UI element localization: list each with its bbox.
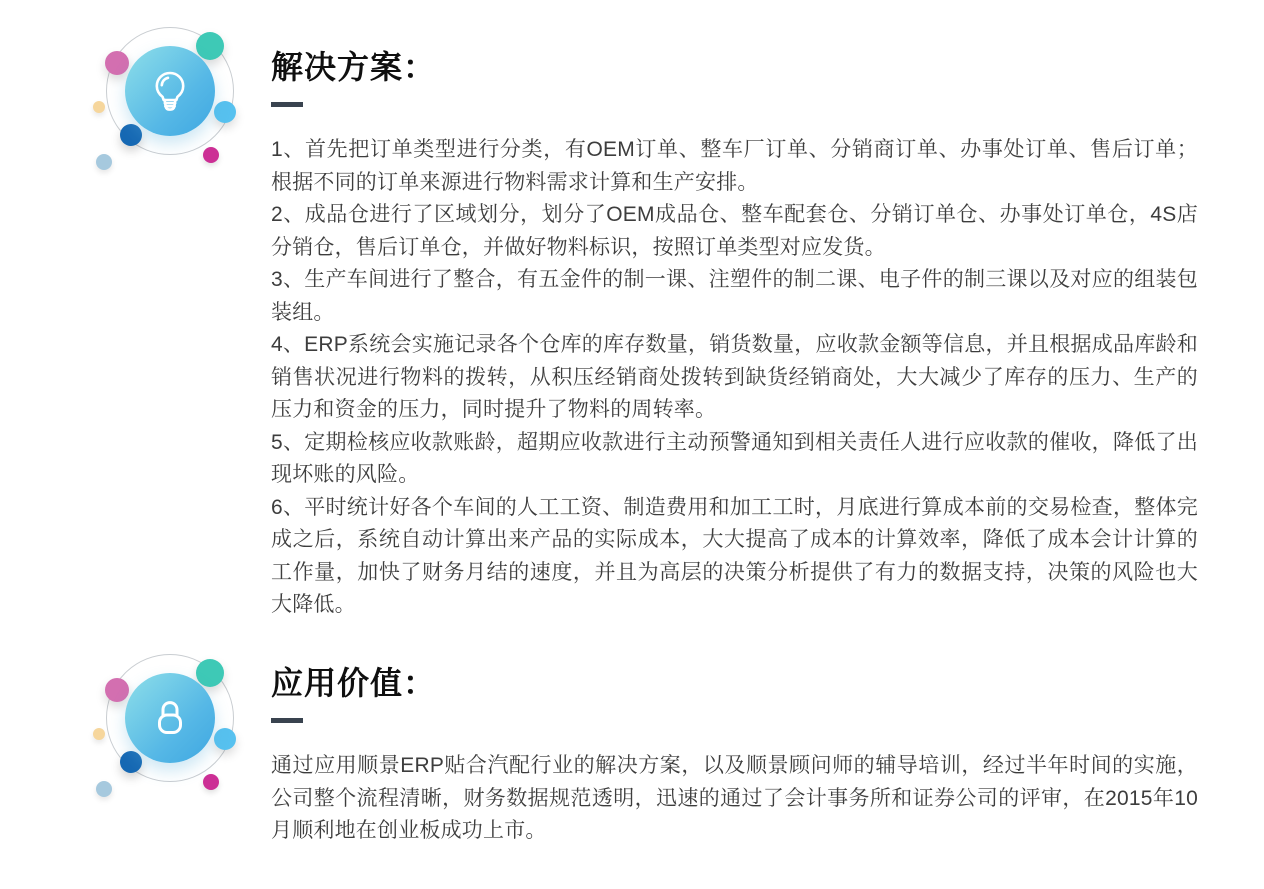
solution-paragraph: 6、平时统计好各个车间的人工工资、制造费用和加工工时，月底进行算成本前的交易检查，整体完成之后，系统自动计算出来产品的实际成本，大大提高了成本的计算效率，降低了成本会计计算的工作量，加快了财务月结的速度，并且为高层的决策分析提供了有力的数据支持，决策的风险也大大降低。 (271, 495, 1198, 616)
solution-paragraph: 2、成品仓进行了区域划分，划分了OEM成品仓、整车配套仓、分销订单仓、办事处订单仓，4S店分销仓，售后订单仓，并做好物料标识，按照订单类型对应发货。 (271, 203, 1198, 259)
decor-dot-darkblue (120, 124, 142, 146)
lock-icon (147, 695, 193, 741)
decor-dot-magenta (203, 774, 219, 790)
decor-dot-cream (93, 101, 105, 113)
decor-dot-lightblue (214, 101, 236, 123)
value-section (271, 664, 1198, 848)
solution-paragraphs (271, 134, 1198, 622)
value-paragraph: 通过应用顺景ERP贴合汽配行业的解决方案，以及顺景顾问师的辅导培训，经过半年时间的实施，公司整个流程清晰，财务数据规范透明，迅速的通过了会计事务所和证券公司的评审，在2015年10月顺利地在创业板成功上市。 (271, 754, 1198, 842)
decor-dot-pink (105, 51, 129, 75)
solution-heading: 解决方案： (271, 49, 437, 85)
solution-paragraph: 5、定期检核应收款账龄，超期应收款进行主动预警通知到相关责任人进行应收款的催收，降低了出现坏账的风险。 (271, 430, 1198, 486)
decor-dot-teal (196, 32, 224, 60)
solution-badge (90, 11, 250, 181)
value-paragraphs (271, 750, 1198, 848)
decor-dot-lightblue (214, 728, 236, 750)
solution-paragraph: 3、生产车间进行了整合，有五金件的制一课、注塑件的制二课、电子件的制三课以及对应的组装包装组。 (271, 268, 1198, 324)
solution-icon-orb (125, 46, 215, 136)
lightbulb-icon (147, 68, 193, 114)
solution-paragraph: 4、ERP系统会实施记录各个仓库的库存数量，销货数量，应收款金额等信息，并且根据成品库龄和销售状况进行物料的拨转，从积压经销商处拨转到缺货经销商处，大大减少了库存的压力、生产的压力和资金的压力，同时提升了物料的周转率。 (271, 333, 1198, 421)
decor-dot-teal (196, 659, 224, 687)
solution-paragraph: 1、首先把订单类型进行分类，有OEM订单、整车厂订单、分销商订单、办事处订单、售后订单；根据不同的订单来源进行物料需求计算和生产安排。 (271, 138, 1198, 194)
value-heading-dash (271, 718, 303, 723)
solution-heading-dash (271, 102, 303, 107)
decor-dot-paleblue (96, 781, 112, 797)
decor-dot-cream (93, 728, 105, 740)
value-heading: 应用价值： (271, 665, 437, 701)
value-icon-orb (125, 673, 215, 763)
solution-section (271, 48, 1198, 622)
value-badge (90, 638, 250, 808)
decor-dot-paleblue (96, 154, 112, 170)
decor-dot-magenta (203, 147, 219, 163)
decor-dot-darkblue (120, 751, 142, 773)
decor-dot-pink (105, 678, 129, 702)
